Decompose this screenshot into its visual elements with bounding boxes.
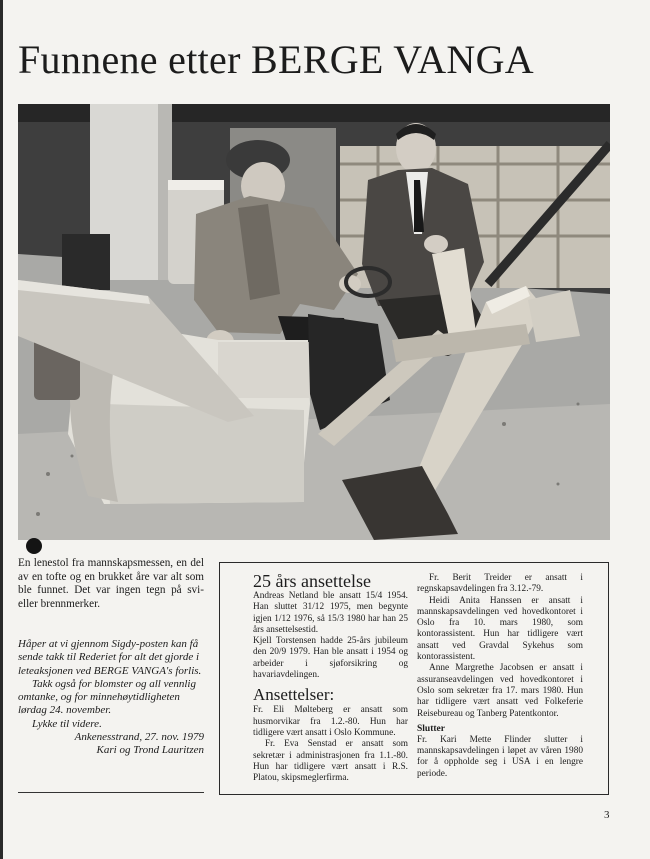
- employment-paragraph-2: Fr. Eva Senstad er ansatt som sekretær i administrasjonen fra 1.1.-80. Hun har tidligere vært ansatt i R.S. Platou, skipsmeglerfirma.: [253, 739, 408, 784]
- column-divider-line: [18, 792, 204, 793]
- anniversary-paragraph-2: Kjell Torstensen hadde 25-års jubileum den 20/9 1979. Han ble ansatt i 1954 og arbeider i sjøforsikring og havariavdelingen.: [253, 636, 408, 681]
- page-headline: Funnene etter BERGE VANGA: [18, 37, 534, 82]
- news-photo: [18, 104, 610, 540]
- employment-paragraph-5: Anne Margrethe Jacobsen er ansatt i assuranseavdelingen ved hovedkontoret i Oslo som sekretær fra 17. mars 1980. Hun har tidligere vært ansatt ved Folkeferie Reisebureau og Tanberg Patentkontor.: [417, 663, 583, 719]
- employment-paragraph-3: Fr. Berit Treider er ansatt i regnskapsavdelingen fra 3.12.-79.: [417, 573, 583, 595]
- employment-paragraph-4: Heidi Anita Hanssen er ansatt i mannskapsavdelingen ved hovedkontoret i Oslo fra 10. mars 1980, som kontorassistent. Hun har tidligere vært ansatt ved Gravdal Sykehus som kontorassistent.: [417, 595, 583, 663]
- employment-paragraph-1: Fr. Eli Mølteberg er ansatt som husmorvikar fra 1.2.-80. Hun har tidligere vært ansatt i Oslo Kommune.: [253, 705, 408, 738]
- leaving-heading: Slutter: [417, 723, 445, 734]
- thanks-paragraph-1: Håper at vi gjennom Sigdy-posten kan få sende takk til Rederiet for alt det gjorde i leteaksjonen ved BERGE VANGA's forlis.: [18, 638, 202, 677]
- employments-heading: Ansettelser:: [253, 685, 335, 705]
- anniversary-paragraph-1: Andreas Netland ble ansatt 15/4 1954. Han sluttet 31/12 1975, men begynte igjen 1/12 1976, så 15/3 1980 har han 25 års ansettelsestid.: [253, 591, 408, 635]
- staff-news-right-column: [417, 573, 583, 780]
- page-number: 3: [604, 809, 610, 821]
- anniversary-heading: 25 års ansettelse: [253, 571, 371, 591]
- staff-news-left-column: [253, 571, 408, 784]
- page-binding-edge: [0, 0, 3, 859]
- photo-caption: En lenestol fra mannskapsmessen, en del av en tofte og en brukket åre var alt som ble funnet. Det var ingen tegn på svi- eller brennmerker.: [18, 557, 204, 610]
- thank-you-note: [18, 638, 204, 758]
- staff-news-box: [219, 562, 609, 795]
- thanks-paragraph-2: Takk også for blomster og all vennlig omtanke, og for minnehøytidligheten lørdag 24. november.: [18, 677, 196, 717]
- thanks-place-date: Ankenesstrand, 27. nov. 1979: [74, 731, 204, 744]
- punch-hole: [26, 538, 42, 554]
- thanks-closing: Lykke til videre.: [32, 717, 102, 730]
- thanks-signature: Kari og Trond Lauritzen: [96, 744, 204, 757]
- leaving-paragraph: Fr. Kari Mette Flinder slutter i mannskapsavdelingen i løpet av våren 1980 for å oppholde seg i USA i en lengre periode.: [417, 734, 583, 779]
